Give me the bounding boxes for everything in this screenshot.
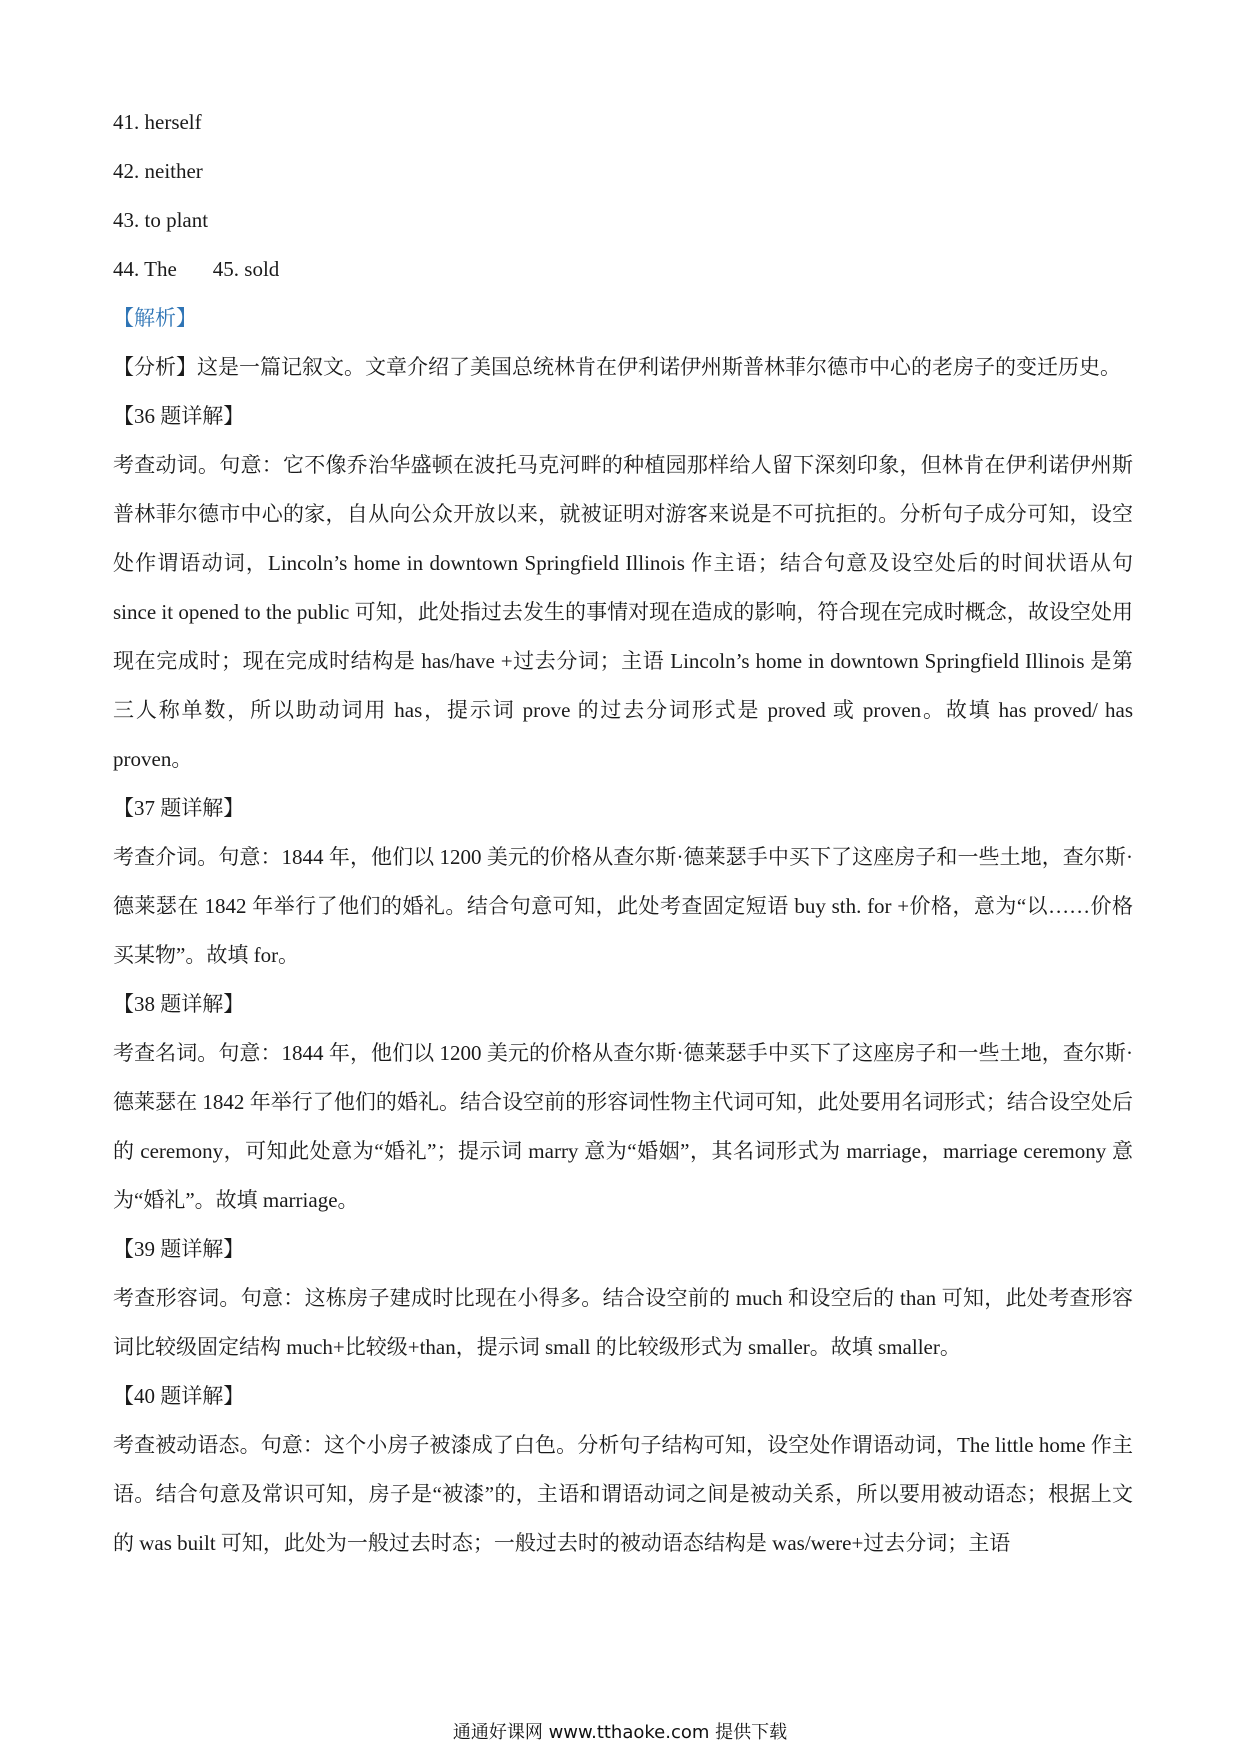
- answer-43: 43. to plant: [113, 208, 209, 232]
- answer-45: 45. sold: [212, 257, 280, 281]
- section-38-heading: 【38 题详解】: [113, 992, 245, 1016]
- section-36-text: 考查动词。句意：它不像乔治华盛顿在波托马克河畔的种植园那样给人留下深刻印象，但林肯在伊利诺伊州斯普林菲尔德市中心的家，自从向公众开放以来，就被证明对游客来说是不可抗拒的。分析句子成分可知，设空处作谓语动词，Lincoln’s home in downtown Springfield Illinois 作主语；结合句意及设空处后的时间状语从句 since it opened to the public 可知，此处指过去发生的事情对现在造成的影响，符合现在完成时概念，故设空处用现在完成时；现在完成时结构是 has/have +过去分词；主语 Lincoln’s home in downtown Springfield Illinois 是第三人称单数，所以助动词用 has，提示词 prove 的过去分词形式是 proved 或 proven。故填 has proved/ has proven。: [113, 453, 1133, 771]
- answer-44-45-row: [113, 245, 1133, 294]
- answer-44: 44. The: [113, 257, 177, 281]
- answer-42: 42. neither: [113, 159, 203, 183]
- section-40-heading: 【40 题详解】: [113, 1384, 245, 1408]
- section-36-heading: 【36 题详解】: [113, 404, 245, 428]
- page-footer: 通通好课网 www.tthaoke.com 提供下载: [452, 1722, 788, 1743]
- section-40-text: 考查被动语态。句意：这个小房子被漆成了白色。分析句子结构可知，设空处作谓语动词，The little home 作主语。结合句意及常识可知，房子是“被漆”的，主语和谓语动词之间是被动关系，所以要用被动语态；根据上文的 was built 可知，此处为一般过去时态；一般过去时的被动语态结构是 was/were+过去分词；主语: [113, 1433, 1133, 1555]
- document-page: [113, 98, 1133, 1568]
- section-39-heading: 【39 题详解】: [113, 1237, 245, 1261]
- answer-41: 41. herself: [113, 110, 202, 134]
- section-39-text: 考查形容词。句意：这栋房子建成时比现在小得多。结合设空前的 much 和设空后的 than 可知，此处考查形容词比较级固定结构 much+比较级+than，提示词 small 的比较级形式为 smaller。故填 smaller。: [113, 1286, 1133, 1359]
- analysis-paragraph: 【分析】这是一篇记叙文。文章介绍了美国总统林肯在伊利诺伊州斯普林菲尔德市中心的老房子的变迁历史。: [113, 355, 1121, 379]
- section-38-text: 考查名词。句意：1844 年，他们以 1200 美元的价格从查尔斯·德莱瑟手中买下了这座房子和一些土地，查尔斯·德莱瑟在 1842 年举行了他们的婚礼。结合设空前的形容词性物主代词可知，此处要用名词形式；结合设空处后的 ceremony，可知此处意为“婚礼”；提示词 marry 意为“婚姻”，其名词形式为 marriage，marriage ceremony 意为“婚礼”。故填 marriage。: [113, 1041, 1133, 1212]
- section-37-heading: 【37 题详解】: [113, 796, 245, 820]
- section-37-text: 考查介词。句意：1844 年，他们以 1200 美元的价格从查尔斯·德莱瑟手中买下了这座房子和一些土地，查尔斯·德莱瑟在 1842 年举行了他们的婚礼。结合句意可知，此处考查固定短语 buy sth. for +价格，意为“以……价格买某物”。故填 for。: [113, 845, 1133, 967]
- jiexi-label: 【解析】: [113, 306, 197, 330]
